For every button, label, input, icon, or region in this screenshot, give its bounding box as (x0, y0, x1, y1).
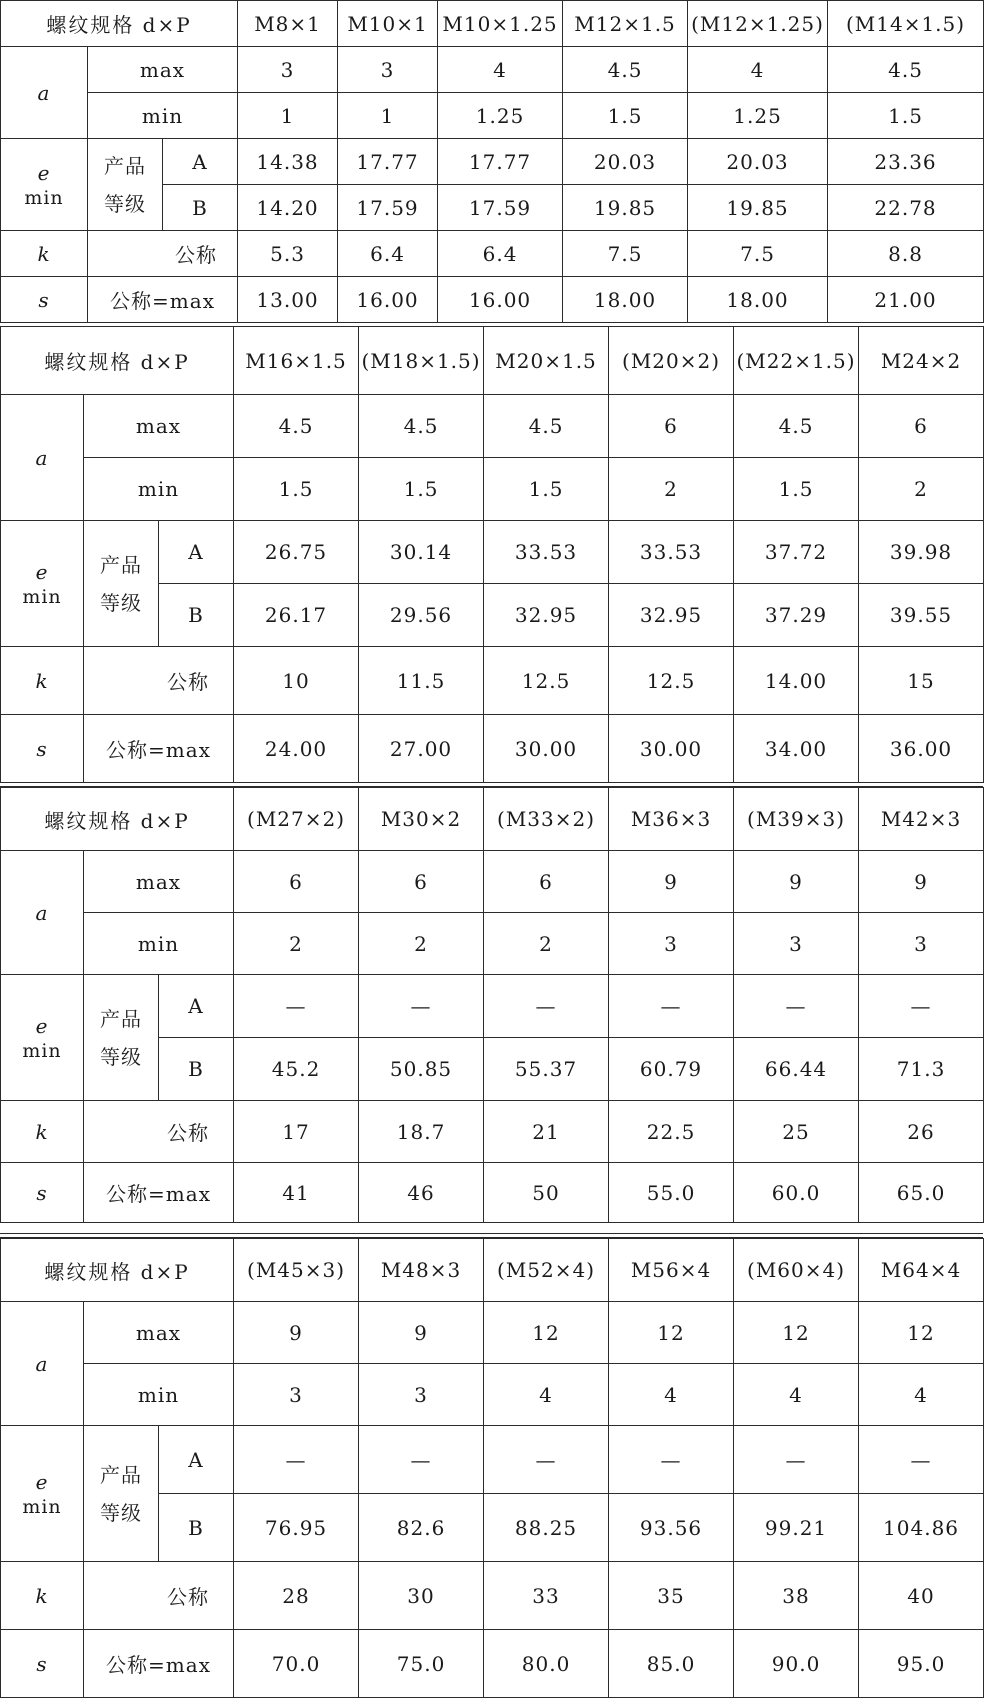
a-min-value: 1.5 (563, 93, 688, 139)
k-value: 33 (484, 1562, 609, 1630)
a-min-value: 1.25 (438, 93, 563, 139)
a-min-value: 2 (359, 913, 484, 975)
k-value: 25 (734, 1101, 859, 1163)
size-cell: (M22×1.5) (734, 327, 859, 395)
k-value: 5.3 (238, 231, 338, 277)
s-value: 85.0 (609, 1630, 734, 1698)
a-min-value: 2 (234, 913, 359, 975)
k-value: 26 (859, 1101, 984, 1163)
e-A-value: 17.77 (338, 139, 438, 185)
a-max-value: 12 (484, 1302, 609, 1364)
size-cell: (M60×4) (734, 1239, 859, 1302)
spec-table-block-4 (0, 1238, 984, 1698)
a-min-value: 4 (859, 1364, 984, 1426)
label-nominal-max: 公称=max (84, 1630, 234, 1698)
size-cell: (M27×2) (234, 788, 359, 851)
s-value: 18.00 (688, 277, 828, 323)
k-value: 18.7 (359, 1101, 484, 1163)
a-min-value: 1.5 (828, 93, 984, 139)
size-cell: (M33×2) (484, 788, 609, 851)
s-value: 80.0 (484, 1630, 609, 1698)
symbol-a: a (1, 1302, 84, 1426)
symbol-s: s (1, 1630, 84, 1698)
e-A-value: 30.14 (359, 521, 484, 584)
symbol-s: s (1, 1163, 84, 1223)
e-A-value: — (859, 975, 984, 1038)
symbol-a: a (1, 395, 84, 521)
e-B-value: 71.3 (859, 1038, 984, 1101)
symbol-e: e (35, 1469, 49, 1494)
product-grade-line-1: 产品 (104, 153, 146, 178)
a-max-value: 4.5 (234, 395, 359, 458)
k-value: 30 (359, 1562, 484, 1630)
e-A-value: — (359, 975, 484, 1038)
a-max-value: 4.5 (563, 47, 688, 93)
size-cell: M64×4 (859, 1239, 984, 1302)
product-grade-line-2: 等级 (100, 1500, 142, 1525)
k-value: 21 (484, 1101, 609, 1163)
e-B-value: 32.95 (484, 584, 609, 647)
e-B-value: 60.79 (609, 1038, 734, 1101)
product-grade-line-2: 等级 (104, 191, 146, 216)
size-cell: M20×1.5 (484, 327, 609, 395)
s-value: 30.00 (609, 715, 734, 783)
k-value: 6.4 (438, 231, 563, 277)
a-min-value: 2 (484, 913, 609, 975)
a-min-value: 1 (338, 93, 438, 139)
a-max-value: 9 (234, 1302, 359, 1364)
label-nominal: 公称 (84, 647, 234, 715)
a-min-value: 1.5 (734, 458, 859, 521)
e-A-value: — (484, 975, 609, 1038)
e-B-value: 17.59 (338, 185, 438, 231)
symbol-e: e (35, 559, 49, 584)
s-value: 50 (484, 1163, 609, 1223)
symbol-k: k (1, 1562, 84, 1630)
a-min-value: 3 (609, 913, 734, 975)
symbol-e-min (1, 521, 84, 647)
k-value: 40 (859, 1562, 984, 1630)
a-max-value: 4 (438, 47, 563, 93)
product-grade-label (84, 975, 159, 1101)
s-value: 16.00 (338, 277, 438, 323)
a-min-value: 4 (609, 1364, 734, 1426)
e-A-value: — (234, 975, 359, 1038)
product-grade-line-2: 等级 (100, 1044, 142, 1069)
s-value: 34.00 (734, 715, 859, 783)
a-max-value: 4.5 (734, 395, 859, 458)
k-value: 12.5 (484, 647, 609, 715)
a-max-value: 6 (484, 851, 609, 913)
k-value: 11.5 (359, 647, 484, 715)
s-value: 36.00 (859, 715, 984, 783)
product-grade-label (84, 1426, 159, 1562)
product-grade-line-1: 产品 (100, 552, 142, 577)
size-cell: M48×3 (359, 1239, 484, 1302)
k-value: 17 (234, 1101, 359, 1163)
label-max: max (84, 851, 234, 913)
label-min: min (88, 93, 238, 139)
label-nominal: 公称 (84, 1562, 234, 1630)
size-cell: M8×1 (238, 1, 338, 47)
e-A-value: 23.36 (828, 139, 984, 185)
e-B-value: 93.56 (609, 1494, 734, 1562)
size-cell: (M52×4) (484, 1239, 609, 1302)
symbol-a: a (1, 851, 84, 975)
a-min-value: 3 (359, 1364, 484, 1426)
e-B-value: 32.95 (609, 584, 734, 647)
e-A-value: — (859, 1426, 984, 1494)
grade-B-label: B (159, 1494, 234, 1562)
a-max-value: 4.5 (359, 395, 484, 458)
symbol-e-min-label: min (24, 186, 64, 209)
thread-spec-header: 螺纹规格 d×P (1, 1239, 234, 1302)
s-value: 75.0 (359, 1630, 484, 1698)
s-value: 95.0 (859, 1630, 984, 1698)
s-value: 65.0 (859, 1163, 984, 1223)
symbol-e-min-label: min (22, 585, 62, 608)
k-value: 12.5 (609, 647, 734, 715)
a-max-value: 6 (609, 395, 734, 458)
e-B-value: 88.25 (484, 1494, 609, 1562)
size-cell: (M14×1.5) (828, 1, 984, 47)
e-B-value: 22.78 (828, 185, 984, 231)
e-A-value: — (734, 1426, 859, 1494)
symbol-e-min (1, 975, 84, 1101)
size-cell: M42×3 (859, 788, 984, 851)
e-B-value: 29.56 (359, 584, 484, 647)
size-cell: (M18×1.5) (359, 327, 484, 395)
size-cell: M10×1.25 (438, 1, 563, 47)
size-cell: M30×2 (359, 788, 484, 851)
size-cell: M24×2 (859, 327, 984, 395)
a-min-value: 1.5 (234, 458, 359, 521)
thread-spec-header: 螺纹规格 d×P (1, 1, 238, 47)
label-max: max (88, 47, 238, 93)
s-value: 21.00 (828, 277, 984, 323)
s-value: 13.00 (238, 277, 338, 323)
e-A-value: 17.77 (438, 139, 563, 185)
e-B-value: 55.37 (484, 1038, 609, 1101)
e-B-value: 14.20 (238, 185, 338, 231)
k-value: 7.5 (688, 231, 828, 277)
symbol-e-min (1, 1426, 84, 1562)
a-max-value: 6 (234, 851, 359, 913)
label-nominal-max: 公称=max (84, 715, 234, 783)
size-cell: (M45×3) (234, 1239, 359, 1302)
k-value: 35 (609, 1562, 734, 1630)
product-grade-line-1: 产品 (100, 1006, 142, 1031)
e-A-value: 37.72 (734, 521, 859, 584)
e-A-value: — (609, 1426, 734, 1494)
symbol-k: k (1, 1101, 84, 1163)
s-value: 27.00 (359, 715, 484, 783)
a-min-value: 3 (234, 1364, 359, 1426)
e-A-value: 39.98 (859, 521, 984, 584)
a-max-value: 4.5 (828, 47, 984, 93)
k-value: 14.00 (734, 647, 859, 715)
label-nominal-max: 公称=max (84, 1163, 234, 1223)
k-value: 38 (734, 1562, 859, 1630)
label-nominal: 公称 (88, 231, 238, 277)
a-min-value: 1.5 (484, 458, 609, 521)
symbol-e-min-label: min (22, 1039, 62, 1062)
s-value: 55.0 (609, 1163, 734, 1223)
e-A-value: — (234, 1426, 359, 1494)
s-value: 18.00 (563, 277, 688, 323)
symbol-e-min-label: min (22, 1495, 62, 1518)
k-value: 28 (234, 1562, 359, 1630)
a-max-value: 9 (609, 851, 734, 913)
e-B-value: 17.59 (438, 185, 563, 231)
e-B-value: 76.95 (234, 1494, 359, 1562)
thread-spec-header: 螺纹规格 d×P (1, 788, 234, 851)
symbol-k: k (1, 231, 88, 277)
product-grade-label (88, 139, 163, 231)
size-cell: M36×3 (609, 788, 734, 851)
label-nominal: 公称 (84, 1101, 234, 1163)
grade-B-label: B (159, 1038, 234, 1101)
e-A-value: — (484, 1426, 609, 1494)
k-value: 8.8 (828, 231, 984, 277)
s-value: 70.0 (234, 1630, 359, 1698)
grade-A-label: A (159, 1426, 234, 1494)
a-max-value: 6 (859, 395, 984, 458)
a-max-value: 4 (688, 47, 828, 93)
a-max-value: 12 (859, 1302, 984, 1364)
label-nominal-max: 公称=max (88, 277, 238, 323)
a-min-value: 3 (734, 913, 859, 975)
a-min-value: 3 (859, 913, 984, 975)
a-max-value: 12 (734, 1302, 859, 1364)
e-B-value: 66.44 (734, 1038, 859, 1101)
label-min: min (84, 913, 234, 975)
grade-B-label: B (163, 185, 238, 231)
a-min-value: 4 (734, 1364, 859, 1426)
a-min-value: 2 (609, 458, 734, 521)
symbol-e: e (37, 160, 51, 185)
size-cell: M10×1 (338, 1, 438, 47)
a-max-value: 3 (338, 47, 438, 93)
symbol-e: e (35, 1013, 49, 1038)
e-A-value: 26.75 (234, 521, 359, 584)
k-value: 22.5 (609, 1101, 734, 1163)
a-max-value: 12 (609, 1302, 734, 1364)
a-max-value: 9 (359, 1302, 484, 1364)
e-B-value: 50.85 (359, 1038, 484, 1101)
e-A-value: — (734, 975, 859, 1038)
a-max-value: 9 (859, 851, 984, 913)
label-min: min (84, 1364, 234, 1426)
k-value: 15 (859, 647, 984, 715)
e-A-value: — (609, 975, 734, 1038)
k-value: 7.5 (563, 231, 688, 277)
a-max-value: 4.5 (484, 395, 609, 458)
a-min-value: 1 (238, 93, 338, 139)
e-A-value: 33.53 (609, 521, 734, 584)
symbol-s: s (1, 277, 88, 323)
product-grade-line-1: 产品 (100, 1462, 142, 1487)
size-cell: M12×1.5 (563, 1, 688, 47)
product-grade-label (84, 521, 159, 647)
e-B-value: 104.86 (859, 1494, 984, 1562)
a-min-value: 4 (484, 1364, 609, 1426)
label-max: max (84, 1302, 234, 1364)
s-value: 46 (359, 1163, 484, 1223)
e-B-value: 39.55 (859, 584, 984, 647)
a-max-value: 3 (238, 47, 338, 93)
size-cell: (M20×2) (609, 327, 734, 395)
s-value: 16.00 (438, 277, 563, 323)
e-A-value: 14.38 (238, 139, 338, 185)
symbol-e-min (1, 139, 88, 231)
e-B-value: 37.29 (734, 584, 859, 647)
product-grade-line-2: 等级 (100, 590, 142, 615)
s-value: 90.0 (734, 1630, 859, 1698)
s-value: 60.0 (734, 1163, 859, 1223)
e-B-value: 19.85 (563, 185, 688, 231)
spec-table-block-1 (0, 0, 984, 323)
k-value: 6.4 (338, 231, 438, 277)
a-min-value: 1.5 (359, 458, 484, 521)
size-cell: M16×1.5 (234, 327, 359, 395)
e-B-value: 26.17 (234, 584, 359, 647)
size-cell: M56×4 (609, 1239, 734, 1302)
s-value: 41 (234, 1163, 359, 1223)
a-min-value: 2 (859, 458, 984, 521)
e-A-value: — (359, 1426, 484, 1494)
e-B-value: 99.21 (734, 1494, 859, 1562)
grade-A-label: A (159, 975, 234, 1038)
label-min: min (84, 458, 234, 521)
symbol-a: a (1, 47, 88, 139)
s-value: 24.00 (234, 715, 359, 783)
a-max-value: 6 (359, 851, 484, 913)
spec-table-block-3 (0, 787, 984, 1223)
e-A-value: 20.03 (688, 139, 828, 185)
grade-A-label: A (159, 521, 234, 584)
a-max-value: 9 (734, 851, 859, 913)
grade-A-label: A (163, 139, 238, 185)
size-cell: (M12×1.25) (688, 1, 828, 47)
e-B-value: 19.85 (688, 185, 828, 231)
e-A-value: 33.53 (484, 521, 609, 584)
e-A-value: 20.03 (563, 139, 688, 185)
symbol-k: k (1, 647, 84, 715)
spec-table-block-2 (0, 326, 984, 783)
thread-spec-header: 螺纹规格 d×P (1, 327, 234, 395)
s-value: 30.00 (484, 715, 609, 783)
e-B-value: 82.6 (359, 1494, 484, 1562)
e-B-value: 45.2 (234, 1038, 359, 1101)
a-min-value: 1.25 (688, 93, 828, 139)
label-max: max (84, 395, 234, 458)
symbol-s: s (1, 715, 84, 783)
size-cell: (M39×3) (734, 788, 859, 851)
k-value: 10 (234, 647, 359, 715)
grade-B-label: B (159, 584, 234, 647)
